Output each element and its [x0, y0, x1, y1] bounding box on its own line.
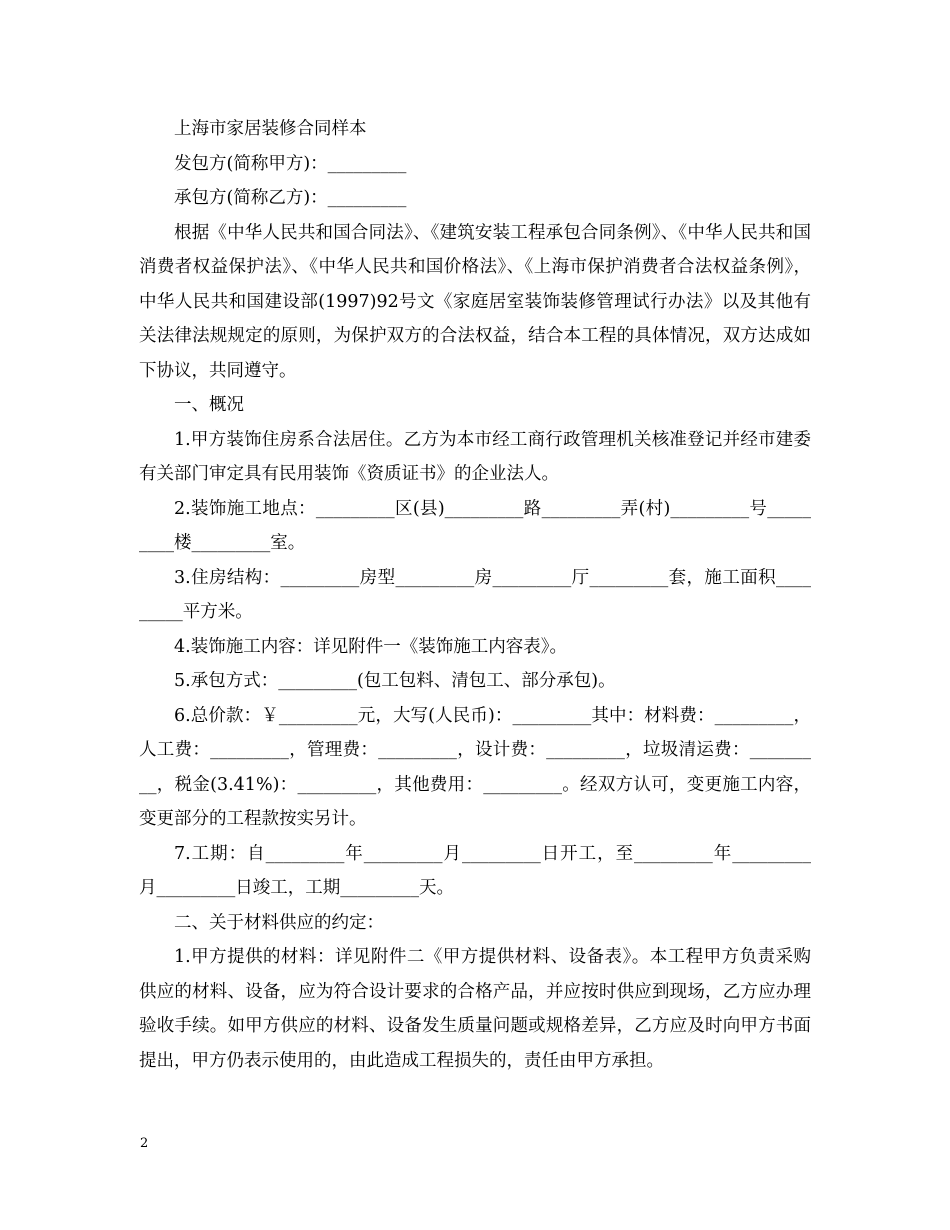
- preamble-paragraph: 根据《中华人民共和国合同法》、《建筑安装工程承包合同条例》、《中华人民共和国消费者权益保护法》、《中华人民共和国价格法》、《上海市保护消费者合法权益条例》，中华人民共和国建设部(1997)92号文《家庭居室装饰装修管理试行办法》以及其他有关法律法规规定的原则，为保护双方的合法权益，结合本工程的具体情况，双方达成如下协议，共同遵守。: [139, 222, 811, 381]
- clause-1-6: 6.总价款：￥_________元，大写(人民币)：_________其中：材料费：_________，人工费：_________，管理费：_________，设计费：_________，垃圾清运费：_________，税金(3.41%)：_________，其他费用：_________。经双方认可，变更施工内容，变更部分的工程款按实另计。: [139, 705, 811, 829]
- clause-1-2: 2.装饰施工地点：_________区(县)_________路_________弄(村)_________号_________楼_________室。: [139, 498, 811, 553]
- document-title: 上海市家居装修合同样本: [174, 119, 367, 139]
- party-b-line: 承包方(简称乙方)：_________: [174, 188, 407, 208]
- clause-1-1: 1.甲方装饰住房系合法居住。乙方为本市经工商行政管理机关核准登记并经市建委有关部门审定具有民用装饰《资质证书》的企业法人。: [139, 429, 811, 484]
- clause-1-3: 3.住房结构：_________房型_________房_________厅_________套，施工面积_________平方米。: [139, 567, 811, 622]
- page-number: 2: [140, 1136, 149, 1151]
- clause-2-1: 1.甲方提供的材料：详见附件二《甲方提供材料、设备表》。本工程甲方负责采购供应的材料、设备，应为符合设计要求的合格产品，并应按时供应到现场，乙方应办理验收手续。如甲方供应的材料、设备发生质量问题或规格差异，乙方应及时向甲方书面提出，甲方仍表示使用的，由此造成工程损失的，责任由甲方承担。: [139, 947, 811, 1071]
- clause-1-7: 7.工期：自_________年_________月_________日开工，至_________年_________月_________日竣工，工期_________天。: [139, 843, 811, 898]
- clause-1-4: 4.装饰施工内容：详见附件一《装饰施工内容表》。: [174, 636, 567, 657]
- section-heading-overview: 一、概况: [174, 395, 244, 415]
- document-body: [139, 112, 811, 1078]
- section-heading-materials: 二、关于材料供应的约定：: [174, 912, 384, 933]
- clause-1-5: 5.承包方式：_________(包工包料、清包工、部分承包)。: [174, 671, 616, 691]
- party-a-line: 发包方(简称甲方)：_________: [174, 153, 407, 174]
